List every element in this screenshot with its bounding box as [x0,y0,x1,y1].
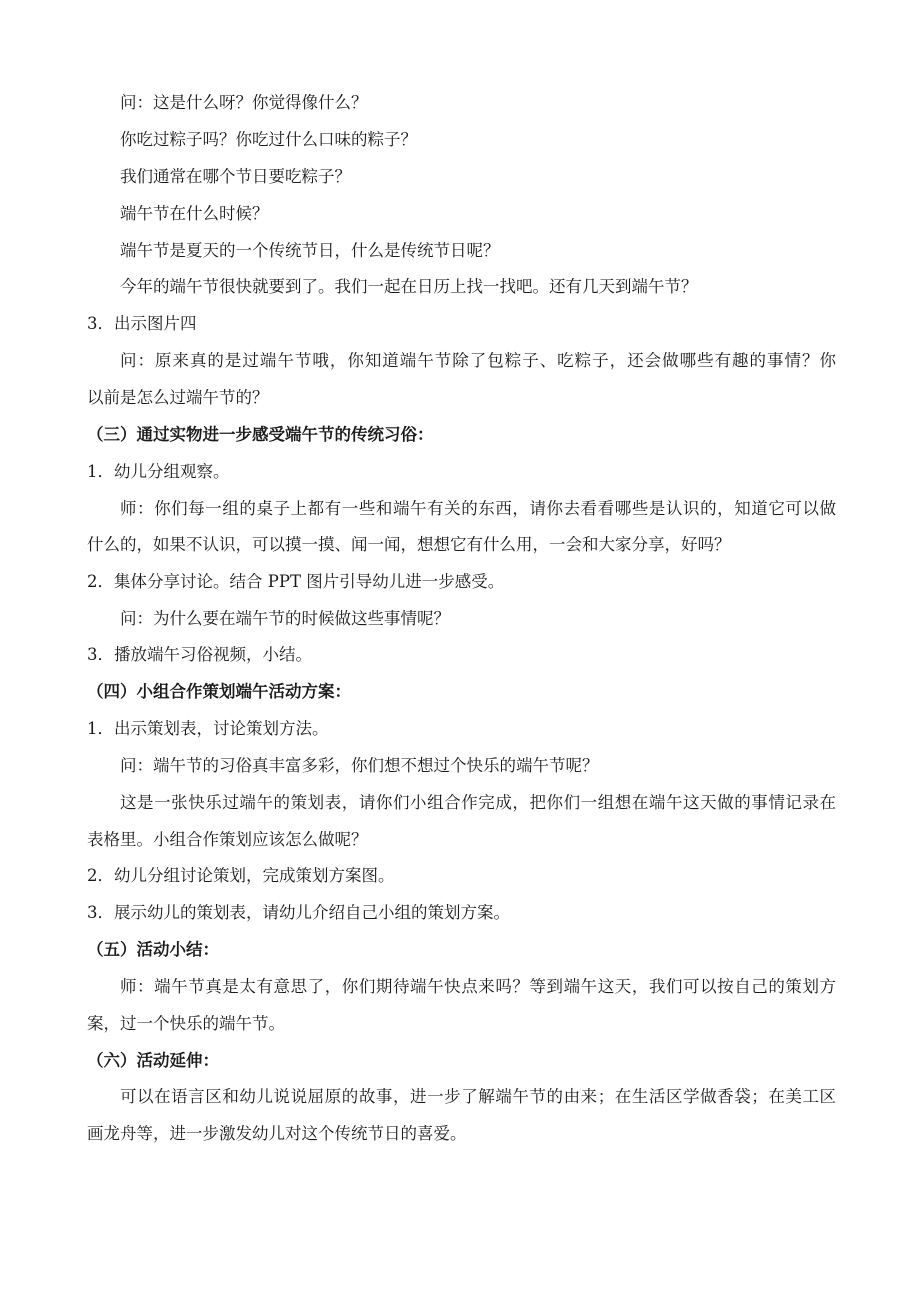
extension-paragraph-cont: 画龙舟等，进一步激发幼儿对这个传统节日的喜爱。 [87,1124,467,1143]
question-when-festival: 端午节在什么时候？ [120,204,269,223]
step-2-share-discussion: 2．集体分享讨论。结合 PPT 图片引导幼儿进一步感受。 [87,572,505,591]
teacher-instruction: 师：你们每一组的桌子上都有一些和端午有关的东西，请你去看看哪些是认识的，知道它可以做 [120,499,836,518]
question-why-do-these: 问：为什么要在端午节的时候做这些事情呢？ [120,609,450,628]
question-which-festival: 我们通常在哪个节日要吃粽子？ [120,167,351,186]
plan-table-paragraph: 这是一张快乐过端午的策划表，请你们小组合作完成，把你们一组想在端午这天做的事情记录在 [120,793,836,812]
section-heading-4: （四）小组合作策划端午活动方案： [87,682,351,701]
summary-paragraph-cont: 案，过一个快乐的端午节。 [87,1014,285,1033]
question-other-activities-cont: 以前是怎么过端午节的？ [87,388,269,407]
step-3-play-video: 3．播放端午习俗视频，小结。 [87,645,312,664]
summary-paragraph: 师：端午节真是太有意思了，你们期待端午快点来吗？等到端午这天，我们可以按自己的策划方 [120,977,836,996]
step-1-show-plan-table: 1．出示策划表，讨论策划方法。 [87,719,329,738]
teacher-instruction-cont: 什么的，如果不认识，可以摸一摸、闻一闻，想想它有什么用，一会和大家分享，好吗？ [87,535,731,554]
calendar-paragraph: 今年的端午节很快就要到了。我们一起在日历上找一找吧。还有几天到端午节？ [120,277,698,296]
section-heading-6: （六）活动延伸： [87,1051,219,1070]
question-happy-festival: 问：端午节的习俗真丰富多彩，你们想不想过个快乐的端午节呢？ [120,756,599,775]
plan-table-paragraph-cont: 表格里。小组合作策划应该怎么做呢？ [87,830,368,849]
question-traditional-festival: 端午节是夏天的一个传统节日，什么是传统节日呢？ [120,241,500,260]
section-heading-3: （三）通过实物进一步感受端午节的传统习俗： [87,425,434,444]
step-3-show-picture-four: 3．出示图片四 [87,314,197,333]
question-eaten-zongzi: 你吃过粽子吗？你吃过什么口味的粽子？ [120,130,417,149]
question-what-is-it: 问：这是什么呀？你觉得像什么？ [120,93,368,112]
step-2-group-planning: 2．幼儿分组讨论策划，完成策划方案图。 [87,866,395,885]
step-3-show-plans: 3．展示幼儿的策划表，请幼儿介绍自己小组的策划方案。 [87,903,510,922]
step-1-group-observe: 1．幼儿分组观察。 [87,462,230,481]
question-other-activities: 问：原来真的是过端午节哦，你知道端午节除了包粽子、吃粽子，还会做哪些有趣的事情？你 [120,351,836,370]
section-heading-5: （五）活动小结： [87,940,219,959]
extension-paragraph: 可以在语言区和幼儿说说屈原的故事，进一步了解端午节的由来；在生活区学做香袋；在美工区 [120,1087,836,1106]
